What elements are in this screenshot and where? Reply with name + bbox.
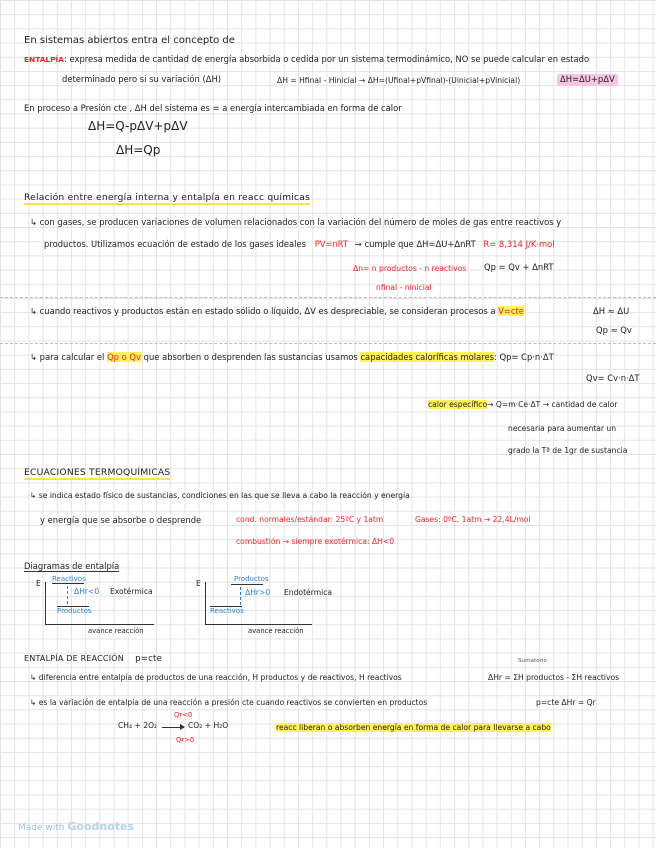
delta-n-definition: Δn= n productos - n reactivos — [353, 264, 467, 273]
gases-line2: productos. Utilizamos ecuación de estado de los gases ideales PV=nRT → cumple que ΔH=ΔU+ΔnRT R= 8,314 J/K·mol — [44, 239, 555, 249]
entalpia-reaccion-formula: ΔHr = ΣH productos - ΣH reactivos — [488, 673, 620, 682]
gases-line1: ↳ con gases, se producen variaciones de volumen relacionados con la variación del número de moles de gas entre reactivos y — [30, 217, 562, 227]
goodnotes-watermark: Made with Goodnotes — [18, 820, 135, 833]
calor-especifico-line2: necesaria para aumentar un — [508, 424, 617, 433]
calor-especifico-line: calor específico→ Q=m·Ce·ΔT → cantidad de calor — [428, 400, 618, 409]
intro-line: En sistemas abiertos entra el concepto de — [24, 35, 235, 46]
dh-arrow — [240, 587, 241, 605]
equation-dh-qp: ΔH=Qp — [116, 143, 161, 157]
section-title-relacion: Relación entre energía interna y entalpía en reacc químicas — [24, 192, 311, 203]
entalpia-formula: ΔH = Hfinal - Hinicial → ΔH=(Ufinal+pVfinal)-(Uinicial+pVinicial) — [277, 76, 521, 85]
qp-o-qv: Qp o Qv — [107, 352, 141, 362]
qp-approx-qv: Qp ≈ Qv — [596, 325, 632, 335]
section-title-diagramas: Diagramas de entalpía — [24, 561, 120, 571]
v-constant: V=cte — [498, 306, 524, 316]
entalpia-label: ENTALPÍA — [24, 55, 65, 64]
arrow-head-icon — [180, 724, 185, 730]
qp-formula: : Qp= Cp·n·ΔT — [494, 352, 554, 362]
separator — [0, 343, 656, 344]
sumatorio-note: Sumatorio — [518, 658, 547, 664]
section-title-termoquimicas: ECUACIONES TERMOQUÍMICAS — [24, 467, 171, 478]
reacc-note: reacc liberan o absorben energía en forma de calor para llevarse a cabo — [276, 723, 551, 732]
endotermica-label: Endotérmica — [284, 588, 333, 597]
entalpia-definition-text: : expresa medida de cantidad de energía absorbida o cedida por un sistema termodinámico, NO se puede calcular en estado — [64, 54, 590, 64]
termoquimicas-line1: ↳ se indica estado físico de sustancias, condiciones en las que se lleva a cabo la reacción y energía — [30, 491, 410, 500]
reactants: CH₄ + 2O₂ — [118, 721, 158, 730]
p-constant: p=cte — [135, 654, 163, 664]
equation-dh-q: ΔH=Q-pΔV+pΔV — [88, 119, 188, 133]
section-title-reaccion: ENTALPÍA DE REACCIÓN p=cte — [24, 654, 163, 664]
reaccion-line2-end: p=cte ΔHr = Qr — [536, 698, 596, 707]
reactivos-level — [52, 583, 84, 584]
qp-qv-relation: Qp = Qv + ΔnRT — [484, 262, 554, 272]
reaccion-line1: ↳ diferencia entre entalpía de productos de una reacción, H productos y de reactivos, H reactivos — [30, 673, 402, 682]
calor-especifico-line3: grado la Tª de 1gr de sustancia — [508, 446, 628, 455]
exotermica-label: Exotérmica — [110, 587, 153, 596]
calor-especifico: calor específico — [428, 400, 488, 409]
reaction-progress-label: avance reacción — [248, 627, 304, 635]
reactivos-label: Reactivos — [210, 607, 244, 615]
capacidades-calorificas: capacidades caloríficas molares — [360, 352, 495, 362]
entalpia-highlight-formula: ΔH=ΔU+pΔV — [557, 74, 618, 86]
qr-negative: Qr<0 — [174, 711, 193, 719]
reaction-progress-label: avance reacción — [88, 627, 144, 635]
solidos-line: ↳ cuando reactivos y productos están en estado sólido o líquido, ΔV es despreciable, se consideran procesos a V=cte — [30, 306, 524, 316]
combustion-note: combustión → siempre exotérmica: ΔH<0 — [236, 537, 395, 546]
energy-axis-label: E — [196, 579, 201, 588]
productos-label: Productos — [234, 575, 269, 583]
dh-label: ΔHr>0 — [245, 588, 271, 597]
separator — [0, 297, 656, 298]
energy-axis-label: E — [36, 579, 41, 588]
nfinal-ninicial: nfinal - ninicial — [376, 283, 432, 292]
ideal-gas-equation: PV=nRT — [314, 239, 349, 249]
condiciones-normales: cond. normales/estándar: 25ºC y 1atm — [236, 515, 384, 524]
reactivos-label: Reactivos — [52, 575, 86, 583]
calor-line: ↳ para calcular el Qp o Qv que absorben o desprenden las sustancias usamos capacidades caloríficas molares: Qp= Cp·n·ΔT — [30, 352, 554, 362]
cumple-relation: → cumple que ΔH=ΔU+ΔnRT — [354, 239, 476, 249]
gases-volumen: Gases: 0ºC, 1atm → 22,4L/mol — [415, 515, 531, 524]
presion-constante-line: En proceso a Presión cte , ΔH del sistema es = a energía intercambiada en forma de calor — [24, 103, 402, 113]
dh-label: ΔHr<0 — [74, 587, 100, 596]
dh-arrow — [67, 586, 68, 604]
entalpia-definition-line2: determinado pero si su variación (ΔH) — [62, 74, 222, 84]
products: CO₂ + H₂O — [188, 721, 229, 730]
qr-positive: Qr>0 — [176, 736, 195, 744]
reaccion-line2: ↳ es la variación de entalpía de una reacción a presión cte cuando reactivos se convierten en productos — [30, 698, 428, 707]
dh-approx-du: ΔH ≈ ΔU — [593, 306, 630, 316]
qv-formula: Qv= Cv·n·ΔT — [586, 373, 640, 383]
productos-level — [231, 584, 263, 585]
productos-label: Productos — [57, 607, 92, 615]
r-constant: R= 8,314 J/K·mol — [483, 239, 555, 249]
entalpia-definition-line1 — [24, 55, 589, 65]
termoquimicas-line2: y energía que se absorbe o desprende — [40, 515, 202, 525]
